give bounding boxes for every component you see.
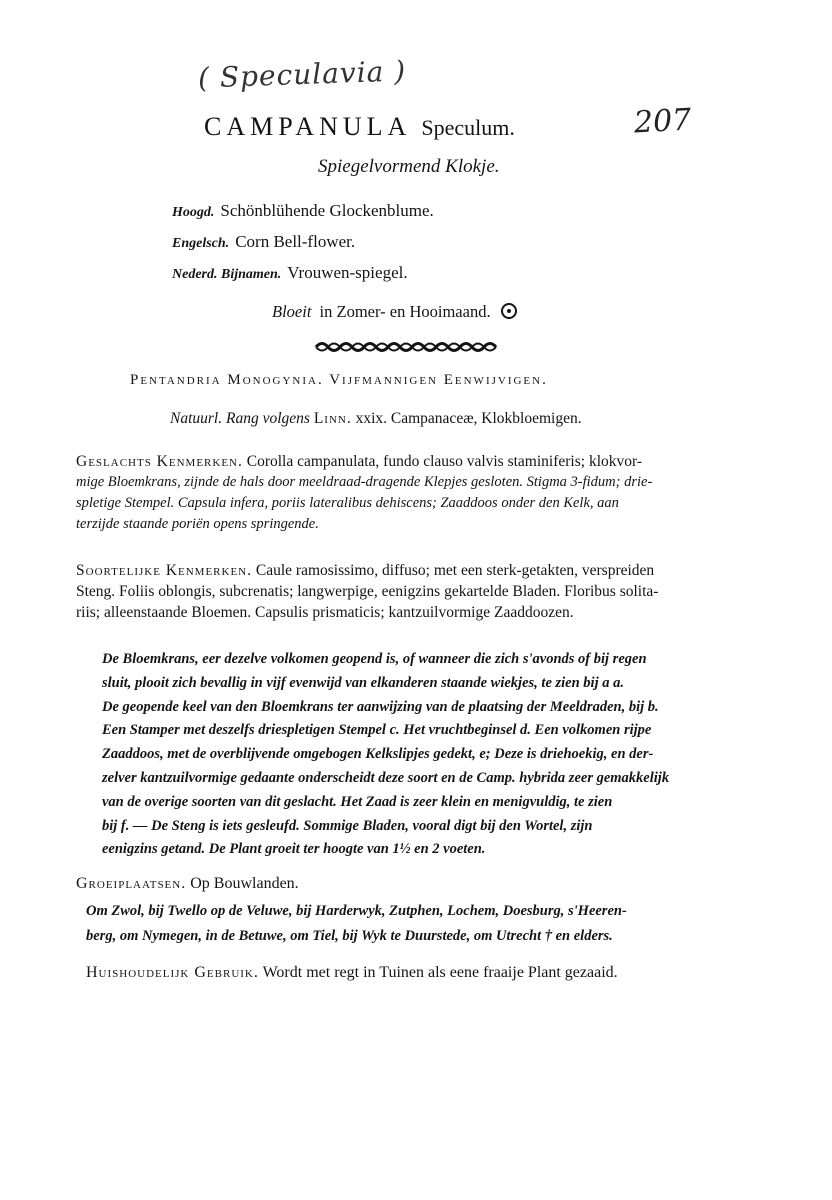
classification-line: Pentandria Monogynia. Vijfmannigen Eenwijvigen.	[130, 372, 548, 388]
vernacular-lang: Nederd. Bijnamen.	[172, 267, 282, 282]
text-line: Steng. Foliis oblongis, subcrenatis; langwerpige, eenigzins gekartelde Bladen. Floribus solita-	[76, 583, 659, 600]
text-line: Om Zwol, bij Twello op de Veluwe, bij Harderwyk, Zutphen, Lochem, Doesburg, s'Heeren-	[86, 903, 627, 919]
text-line: eenigzins getand. De Plant groeit ter hoogte van 1½ en 2 voeten.	[102, 841, 486, 858]
bloom-line	[272, 301, 517, 322]
text-line: berg, om Nymegen, in de Betuwe, om Tiel, bij Wyk te Duurstede, om Utrecht † en elders.	[86, 928, 613, 944]
text-line: terzijde staande poriën opens springende.	[76, 516, 319, 532]
species-heading: Soortelijke Kenmerken.	[76, 562, 252, 579]
bloom-label: Bloeit	[272, 302, 312, 321]
subtitle: Spiegelvormend Klokje.	[318, 156, 500, 177]
localities	[86, 899, 776, 949]
natural-rank	[170, 410, 582, 428]
text-line: van de overige soorten van dit geslacht. Het Zaad is zeer klein en menigvuldig, te zien	[102, 793, 613, 810]
vernacular-value: Corn Bell-flower.	[235, 232, 356, 251]
use-heading: Huishoudelijk Gebruik.	[86, 964, 259, 981]
rank-label: Natuurl. Rang volgens	[170, 410, 310, 427]
species-name: Speculum.	[421, 115, 515, 140]
text-line: De geopende keel van den Bloemkrans ter aanwijzing van de plaatsing der Meeldraden, bij b.	[102, 698, 659, 715]
household-use	[86, 962, 618, 983]
species-characters	[76, 560, 776, 623]
vernacular-english	[172, 232, 355, 252]
text-line: mige Bloemkrans, zijnde de hals door meeldraad-dragende Klepjes gesloten. Stigma 3-fidum; drie-	[76, 474, 653, 490]
habitat-heading: Groeiplaatsen.	[76, 875, 187, 892]
text-line: bij f. — De Steng is iets gesleufd. Sommige Bladen, vooral digt bij den Wortel, zijn	[102, 817, 593, 834]
vernacular-lang: Hoogd.	[172, 205, 215, 220]
habitat	[76, 873, 299, 894]
text-line: Corolla campanulata, fundo clauso valvis staminiferis; klokvor-	[246, 453, 643, 470]
genus-heading: Geslachts Kenmerken.	[76, 453, 243, 470]
annual-symbol-icon	[501, 303, 517, 319]
genus-characters	[76, 451, 776, 535]
use-text: Wordt met regt in Tuinen als eene fraaije Plant gezaaid.	[262, 964, 618, 981]
text-line: zelver kantzuilvormige gedaante onderscheidt deze soort en de Camp. hybrida zeer gemakkelijk	[102, 769, 670, 786]
handwritten-note: ( Speculavia )	[197, 54, 407, 95]
ornament-divider-icon	[314, 340, 504, 354]
text-line: Zaaddoos, met de overblijvende omgebogen Kelkslipjes gedekt, e; Deze is driehoekig, en der-	[102, 746, 654, 763]
text-line: Caule ramosissimo, diffuso; met een sterk-getakten, verspreiden	[255, 562, 655, 579]
text-line: sluit, plooit zich bevallig in vijf evenwijd van elkanderen staande wiekjes, te zien bij a a.	[102, 674, 624, 691]
bloom-text: in Zomer- en Hooimaand.	[319, 302, 491, 321]
page-number: 207	[633, 102, 693, 141]
description	[102, 648, 782, 862]
rank-author: Linn.	[313, 410, 352, 427]
vernacular-value: Vrouwen-spiegel.	[287, 263, 408, 282]
genus-name: CAMPANULA	[204, 112, 410, 141]
vernacular-lang: Engelsch.	[172, 236, 230, 251]
text-line: De Bloemkrans, eer dezelve volkomen geopend is, of wanneer die zich s'avonds of bij regen	[102, 651, 647, 667]
title	[204, 112, 515, 142]
text-line: Een Stamper met deszelfs driespletigen Stempel c. Het vruchtbeginsel d. Een volkomen rijpe	[102, 722, 652, 739]
vernacular-dutch	[172, 263, 408, 283]
text-line: spletige Stempel. Capsula infera, poriis lateralibus dehiscens; Zaaddoos onder den Kelk, aan	[76, 495, 619, 511]
vernacular-german	[172, 201, 434, 221]
rank-text: xxix. Campanaceæ, Klokbloemigen.	[355, 410, 582, 427]
text-line: riis; alleenstaande Bloemen. Capsulis prismaticis; kantzuilvormige Zaaddoozen.	[76, 604, 574, 621]
vernacular-value: Schönblühende Glockenblume.	[220, 201, 434, 220]
habitat-text: Op Bouwlanden.	[190, 875, 299, 892]
